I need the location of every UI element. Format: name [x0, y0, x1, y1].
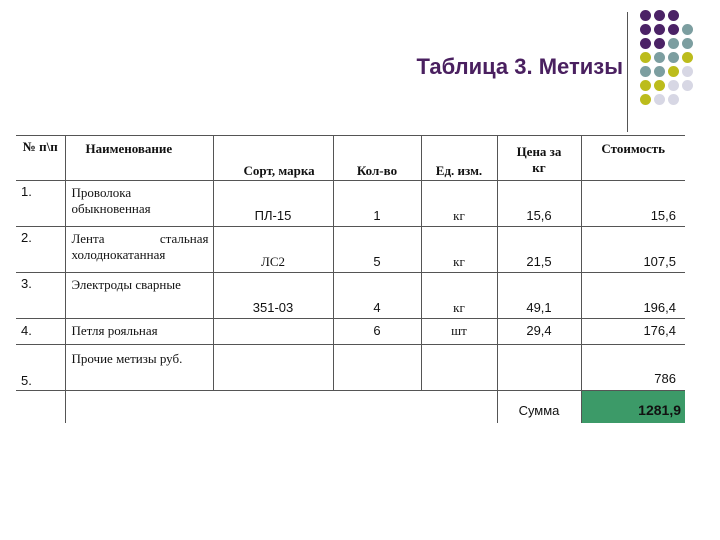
dot [640, 38, 651, 49]
row-qty: 1 [333, 181, 421, 227]
dot [682, 66, 693, 77]
header-qty: Кол-во [333, 136, 421, 181]
dot [654, 80, 665, 91]
row-unit [421, 345, 497, 391]
table-header-row [16, 136, 685, 181]
table-row [16, 227, 685, 273]
dot [668, 80, 679, 91]
row-num: 4. [16, 319, 65, 345]
row-grade: ПЛ-15 [213, 181, 333, 227]
header-name: Наименование [65, 136, 213, 181]
row-qty: 5 [333, 227, 421, 273]
header-unit: Ед. изм. [421, 136, 497, 181]
divider-line [627, 12, 628, 132]
header-cost: Стоимость [581, 136, 685, 181]
total-empty-cell [213, 391, 497, 423]
row-price [497, 345, 581, 391]
row-cost: 196,4 [581, 273, 685, 319]
dot [654, 66, 665, 77]
dot [682, 52, 693, 63]
row-cost: 15,6 [581, 181, 685, 227]
dot [682, 80, 693, 91]
dot [654, 94, 665, 105]
row-price: 29,4 [497, 319, 581, 345]
dot [640, 66, 651, 77]
dot [668, 66, 679, 77]
row-unit: кг [421, 181, 497, 227]
header-num: № п\п [16, 136, 65, 181]
dot [682, 24, 693, 35]
dot [640, 10, 651, 21]
decorative-dot-grid [640, 10, 700, 106]
dot [668, 38, 679, 49]
row-unit: шт [421, 319, 497, 345]
dot [668, 10, 679, 21]
row-grade: ЛС2 [213, 227, 333, 273]
row-qty: 4 [333, 273, 421, 319]
row-num: 5. [16, 345, 65, 391]
total-empty-cell [16, 391, 65, 423]
row-cost: 107,5 [581, 227, 685, 273]
dot [640, 24, 651, 35]
row-name: Петля рояльная [65, 319, 213, 345]
dot [640, 52, 651, 63]
total-value: 1281,9 [581, 391, 685, 423]
dot [640, 94, 651, 105]
page-title: Таблица 3. Метизы [416, 54, 623, 79]
table-row [16, 273, 685, 319]
row-price: 15,6 [497, 181, 581, 227]
table-total-row [16, 391, 685, 423]
row-price: 49,1 [497, 273, 581, 319]
row-cost: 176,4 [581, 319, 685, 345]
row-name: Лента стальная холоднокатанная [65, 227, 213, 273]
row-unit: кг [421, 273, 497, 319]
dot [640, 80, 651, 91]
dot [654, 52, 665, 63]
row-grade [213, 345, 333, 391]
header-price: Цена за кг [497, 136, 581, 181]
dot [668, 94, 679, 105]
row-name: Прочие метизы руб. [65, 345, 213, 391]
dot [654, 10, 665, 21]
row-qty: 6 [333, 319, 421, 345]
dot [668, 24, 679, 35]
total-empty-cell [65, 391, 213, 423]
table-row [16, 345, 685, 391]
row-unit: кг [421, 227, 497, 273]
header-grade: Сорт, марка [213, 136, 333, 181]
row-cost: 786 [581, 345, 685, 391]
row-name: Проволока обыкновенная [65, 181, 213, 227]
row-num: 3. [16, 273, 65, 319]
table-row [16, 181, 685, 227]
row-qty [333, 345, 421, 391]
dot [668, 52, 679, 63]
row-grade [213, 319, 333, 345]
dot [654, 24, 665, 35]
metizy-table [16, 135, 685, 423]
row-num: 2. [16, 227, 65, 273]
row-num: 1. [16, 181, 65, 227]
row-grade: 351-03 [213, 273, 333, 319]
table-row [16, 319, 685, 345]
dot [682, 38, 693, 49]
row-price: 21,5 [497, 227, 581, 273]
row-name: Электроды сварные [65, 273, 213, 319]
dot [654, 38, 665, 49]
total-label: Сумма [497, 391, 581, 423]
